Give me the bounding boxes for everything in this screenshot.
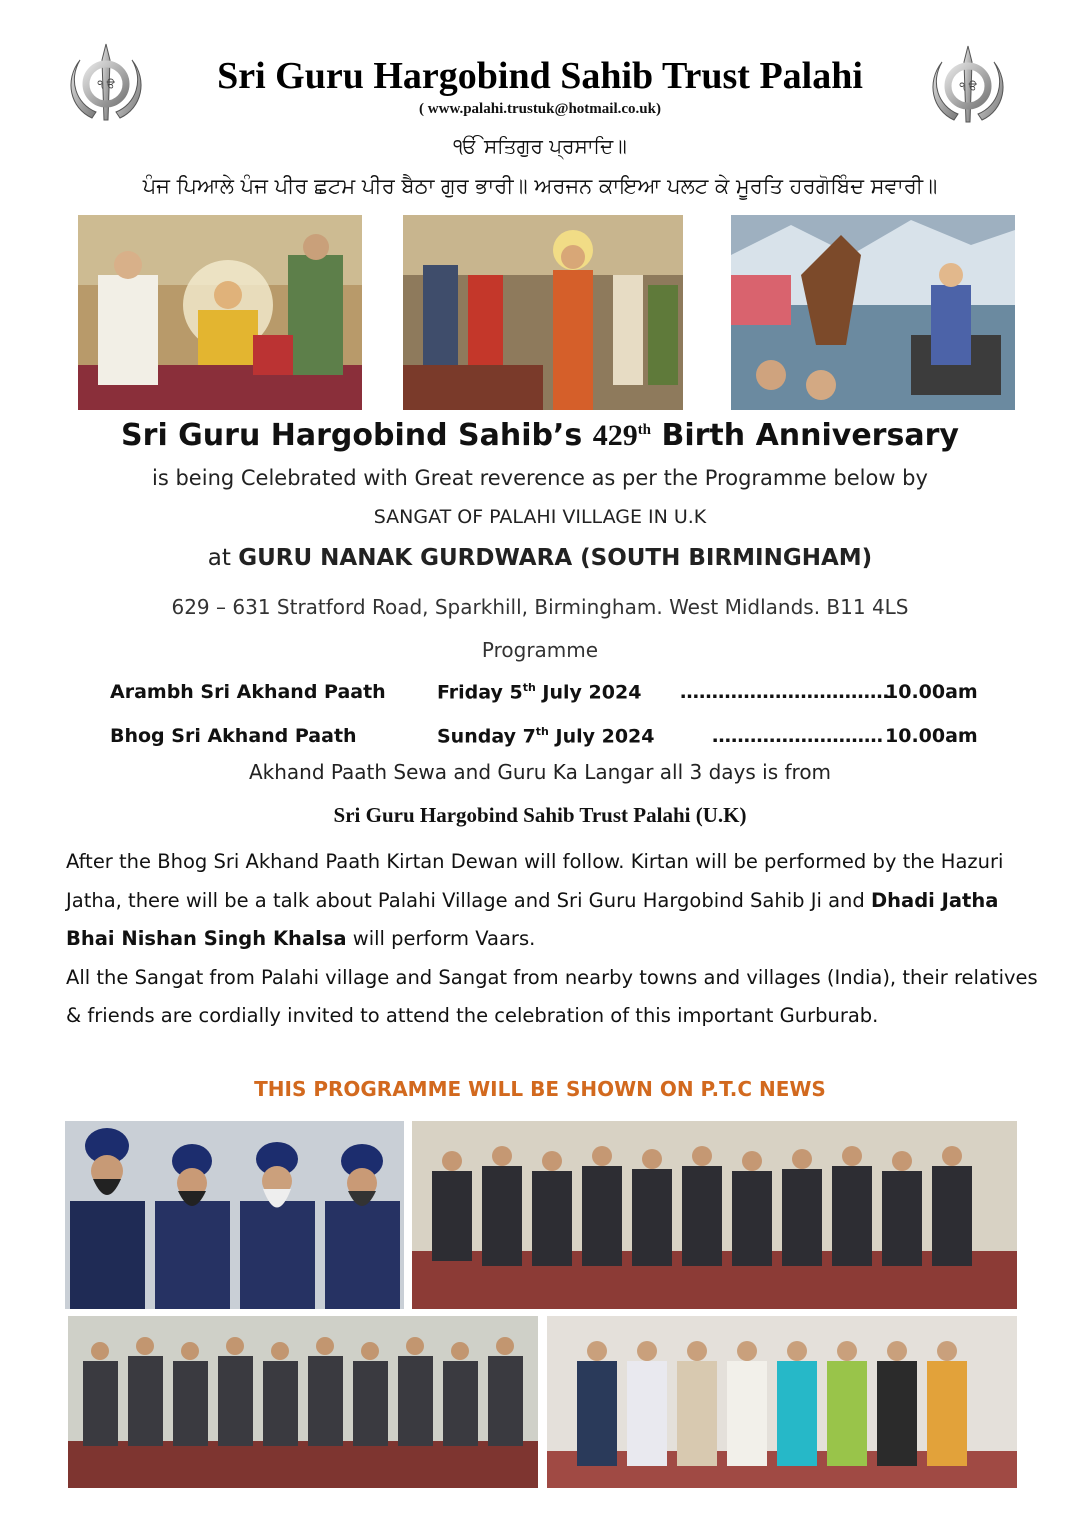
- photo-sangat-group-hall: [68, 1316, 538, 1488]
- schedule-event-name: Bhog Sri Akhand Paath: [110, 725, 357, 747]
- venue-line: at GURU NANAK GURDWARA (SOUTH BIRMINGHAM): [207, 545, 873, 571]
- painting-guru-court: [403, 215, 683, 410]
- gurbani-verse: ਪੰਜ ਪਿਆਲੇ ਪੰਜ ਪੀਰ ਛਟਮ ਪੀਰ ਬੈਠਾ ਗੁਰ ਭਾਰੀ॥ ਅਰਜਨ ਕਾਇਆ ਪਲਟ ਕੇ ਮੂਰਤਿ ਹਰਗੋਬਿੰਦ ਸਵਾਰੀ॥: [142, 174, 938, 198]
- sewa-line: Akhand Paath Sewa and Guru Ka Langar all 3 days is from: [248, 760, 832, 784]
- photo-dhadi-jatha: [65, 1121, 404, 1309]
- programme-label: Programme: [481, 638, 599, 662]
- schedule-event-date: Friday 5th July 2024: [437, 681, 642, 704]
- mool-mantar-text: ੴ ਸਤਿਗੁਰ ਪ੍ਰਸਾਦਿ॥: [453, 134, 627, 158]
- venue-address: 629 – 631 Stratford Road, Sparkhill, Birmingham. West Midlands. B11 4LS: [171, 595, 909, 619]
- description-paragraph-2: All the Sangat from Palahi village and Sangat from nearby towns and villages (India), their relatives & friends are cordially invited to attend the celebration of this important Gurburab.: [66, 965, 1038, 1027]
- celebration-line: is being Celebrated with Great reverence as per the Programme below by: [152, 466, 928, 490]
- schedule-leader-dots: ……………………………: [680, 681, 889, 703]
- painting-guru-horse: [731, 215, 1015, 410]
- schedule-event-time: 10.00am: [885, 681, 978, 703]
- photo-sangat-group-women: [547, 1316, 1017, 1488]
- ptc-news-notice: THIS PROGRAMME WILL BE SHOWN ON P.T.C NEWS: [254, 1077, 826, 1101]
- svg-text:੧ ੳ: ੧ ੳ: [959, 80, 977, 93]
- svg-text:੧ ੳ: ੧ ੳ: [97, 78, 115, 91]
- programme-description: [66, 843, 1041, 1036]
- contact-email: ( www.palahi.trustuk@hotmail.co.uk): [419, 101, 661, 117]
- schedule-event-time: 10.00am: [885, 725, 978, 747]
- trust-name: Sri Guru Hargobind Sahib Trust Palahi (U.K): [333, 803, 747, 827]
- description-paragraph-1: After the Bhog Sri Akhand Paath Kirtan Dewan will follow. Kirtan will be performed by the Hazuri Jatha, there will be a talk about Palahi Village and Sri Guru Hargobind Sahib Ji and Dhadi Jatha Bhai Nishan Singh Khalsa will perform Vaars.: [66, 850, 1004, 950]
- painting-guru-coronation: [78, 215, 362, 410]
- sangat-line: SANGAT OF PALAHI VILLAGE IN U.K: [373, 506, 707, 528]
- schedule-leader-dots: ………………………: [712, 725, 883, 747]
- schedule-event-name: Arambh Sri Akhand Paath: [110, 681, 386, 703]
- schedule-event-date: Sunday 7th July 2024: [437, 725, 655, 748]
- page-title: Sri Guru Hargobind Sahib Trust Palahi: [217, 55, 863, 97]
- photo-sangat-group-men: [412, 1121, 1017, 1309]
- anniversary-headline: Sri Guru Hargobind Sahib’s 429th Birth Anniversary: [121, 418, 959, 453]
